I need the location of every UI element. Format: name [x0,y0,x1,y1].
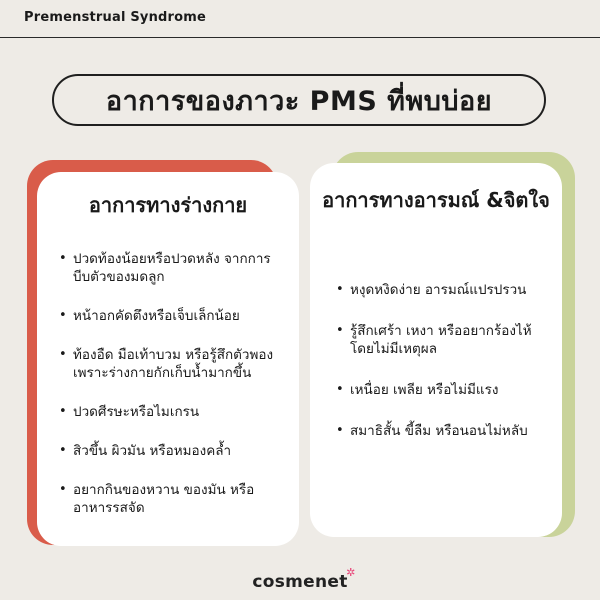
footer [0,566,600,592]
list-item: • ปวดศีรษะหรือไมเกรน [59,404,200,420]
star-icon: ✲ [346,566,356,579]
list-item: • ปวดท้องน้อยหรือปวดหลัง จากการบีบตัวของมดลูก [59,251,271,285]
emotional-symptoms-list [336,281,550,463]
bullet-icon: • [59,404,67,419]
bullet-icon: • [59,308,67,323]
bullet-icon: • [336,382,344,397]
bullet-icon: • [59,347,67,362]
physical-symptoms-list [59,250,285,538]
brand-name: cosmenet [252,572,348,592]
list-item: • หน้าอกคัดตึงหรือเจ็บเล็กน้อย [59,308,240,324]
header-label: Premenstrual Syndrome [24,10,207,25]
bullet-icon: • [336,282,344,297]
bullet-icon: • [59,443,67,458]
bullet-icon: • [336,323,344,338]
page-title: อาการของภาวะ PMS ที่พบบ่อย [105,85,493,117]
emotional-symptoms-card [310,163,562,537]
list-item: • รู้สึกเศร้า เหงา หรืออยากร้องไห้โดยไม่มีเหตุผล [336,323,532,357]
list-item: • สิวขึ้น ผิวมัน หรือหมองคล้ำ [59,443,232,459]
top-bar [0,0,600,38]
emotional-symptoms-heading: อาการทางอารมณ์ &จิตใจ [322,188,550,212]
list-item: • สมาธิสั้น ขี้ลืม หรือนอนไม่หลับ [336,423,528,439]
physical-symptoms-card [37,172,299,546]
list-item: • ท้องอืด มือเท้าบวม หรือรู้สึกตัวพองเพราะร่างกายกักเก็บน้ำมากขึ้น [59,347,274,381]
list-item: • อยากกินของหวาน ของมัน หรืออาหารรสจัด [59,482,255,516]
bullet-icon: • [59,482,67,497]
brand-logo [252,566,356,592]
title-pill [52,74,546,126]
bullet-icon: • [336,423,344,438]
list-item: • เหนื่อย เพลีย หรือไม่มีแรง [336,382,499,398]
list-item: • หงุดหงิดง่าย อารมณ์แปรปรวน [336,282,527,298]
physical-symptoms-heading: อาการทางร่างกาย [88,193,248,217]
bullet-icon: • [59,251,67,266]
